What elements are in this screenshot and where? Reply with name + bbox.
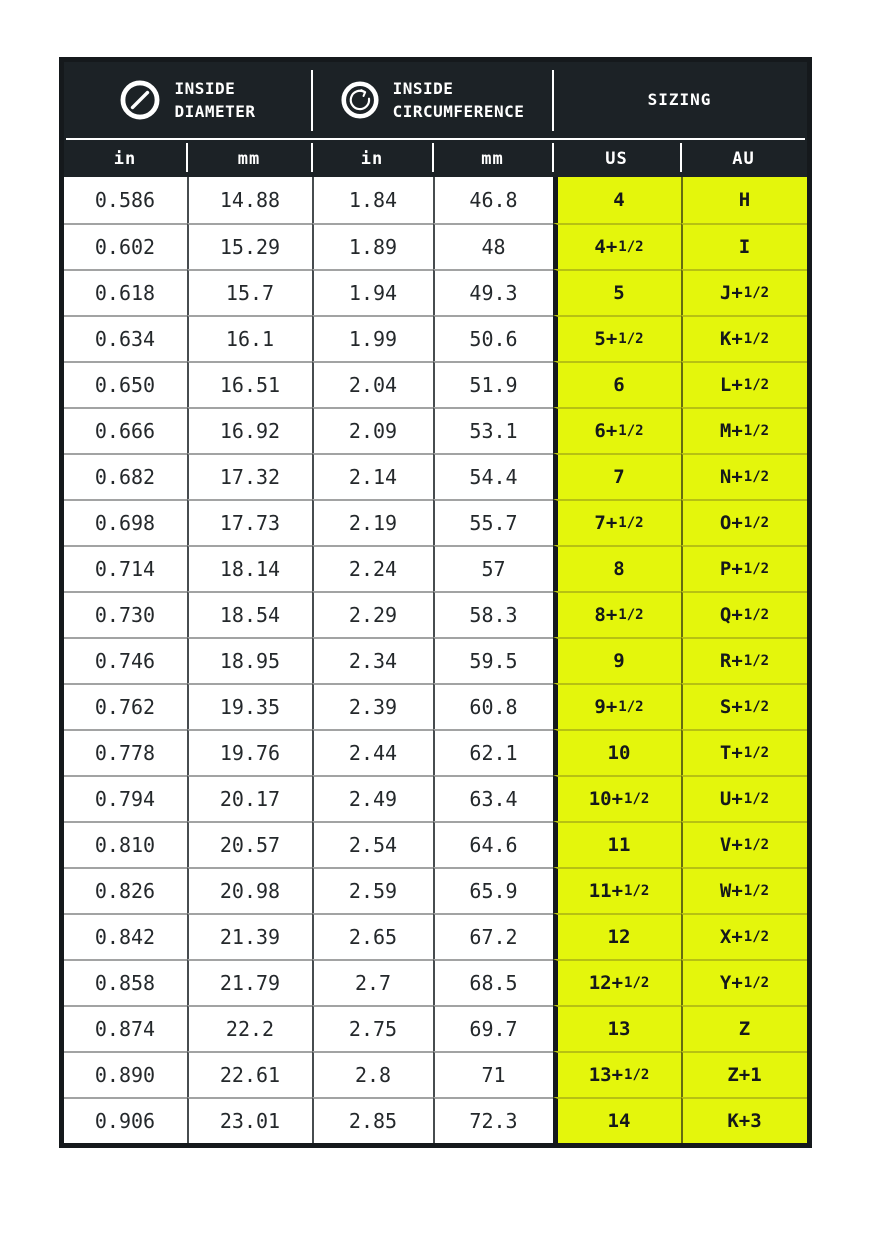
header-group-inside-diameter (64, 62, 312, 138)
cell-circumference-in: 2.54 (312, 821, 433, 867)
cell-diameter-mm: 22.61 (187, 1051, 312, 1097)
cell-diameter-mm: 18.54 (187, 591, 312, 637)
cell-circumference-in: 1.89 (312, 223, 433, 269)
cell-circumference-in: 2.59 (312, 867, 433, 913)
cell-circumference-in: 2.8 (312, 1051, 433, 1097)
cell-diameter-mm: 18.95 (187, 637, 312, 683)
table-row (64, 223, 807, 269)
cell-circumference-mm: 53.1 (433, 407, 553, 453)
table-row (64, 913, 807, 959)
cell-circumference-in: 2.24 (312, 545, 433, 591)
cell-diameter-in: 0.762 (64, 683, 187, 729)
cell-diameter-in: 0.778 (64, 729, 187, 775)
cell-diameter-mm: 14.88 (187, 177, 312, 223)
cell-circumference-mm: 67.2 (433, 913, 553, 959)
table-row (64, 361, 807, 407)
cell-circumference-in: 2.85 (312, 1097, 433, 1143)
table-row (64, 729, 807, 775)
cell-circumference-in: 1.99 (312, 315, 433, 361)
header-divider-line (66, 138, 805, 140)
cell-size-us: 6+ 1/2 (553, 407, 681, 453)
cell-size-us: 11+ 1/2 (553, 867, 681, 913)
cell-size-us: 13+ 1/2 (553, 1051, 681, 1097)
cell-size-us: 14 (553, 1097, 681, 1143)
cell-diameter-in: 0.730 (64, 591, 187, 637)
cell-circumference-mm: 50.6 (433, 315, 553, 361)
cell-size-au: N+ 1/2 (681, 453, 807, 499)
cell-circumference-mm: 72.3 (433, 1097, 553, 1143)
header-line: SIZING (647, 90, 712, 110)
cell-size-au: R+ 1/2 (681, 637, 807, 683)
cell-diameter-in: 0.874 (64, 1005, 187, 1051)
cell-size-us: 5+ 1/2 (553, 315, 681, 361)
cell-size-us: 9+ 1/2 (553, 683, 681, 729)
table-body (64, 177, 807, 1143)
table-row (64, 407, 807, 453)
cell-diameter-in: 0.810 (64, 821, 187, 867)
table-row (64, 545, 807, 591)
column-header-circumference-mm: mm (433, 140, 553, 177)
cell-diameter-in: 0.906 (64, 1097, 187, 1143)
cell-circumference-in: 2.29 (312, 591, 433, 637)
header-line: CIRCUMFERENCE (392, 102, 525, 121)
cell-circumference-in: 2.14 (312, 453, 433, 499)
cell-size-us: 8 (553, 545, 681, 591)
header-group-label (393, 77, 525, 123)
cell-diameter-in: 0.746 (64, 637, 187, 683)
table-row (64, 959, 807, 1005)
cell-circumference-mm: 54.4 (433, 453, 553, 499)
table-row (64, 269, 807, 315)
cell-size-au: X+ 1/2 (681, 913, 807, 959)
cell-diameter-in: 0.826 (64, 867, 187, 913)
header-line: DIAMETER (174, 102, 256, 121)
header-line: INSIDE (392, 78, 454, 98)
cell-diameter-mm: 19.35 (187, 683, 312, 729)
cell-diameter-mm: 21.39 (187, 913, 312, 959)
cell-diameter-mm: 21.79 (187, 959, 312, 1005)
table-row (64, 315, 807, 361)
table-row (64, 1005, 807, 1051)
cell-diameter-in: 0.586 (64, 177, 187, 223)
cell-circumference-mm: 51.9 (433, 361, 553, 407)
cell-diameter-mm: 15.29 (187, 223, 312, 269)
cell-size-au: I (681, 223, 807, 269)
cell-diameter-mm: 20.17 (187, 775, 312, 821)
cell-circumference-mm: 69.7 (433, 1005, 553, 1051)
cell-size-au: T+ 1/2 (681, 729, 807, 775)
cell-circumference-in: 2.65 (312, 913, 433, 959)
cell-diameter-mm: 16.92 (187, 407, 312, 453)
cell-circumference-in: 1.94 (312, 269, 433, 315)
cell-circumference-mm: 64.6 (433, 821, 553, 867)
cell-size-us: 12+ 1/2 (553, 959, 681, 1005)
cell-size-au: P+ 1/2 (681, 545, 807, 591)
cell-circumference-mm: 55.7 (433, 499, 553, 545)
cell-size-au: K+ 1/2 (681, 315, 807, 361)
cell-circumference-in: 2.44 (312, 729, 433, 775)
cell-circumference-in: 2.09 (312, 407, 433, 453)
cell-size-au: Z (681, 1005, 807, 1051)
cell-size-us: 10 (553, 729, 681, 775)
cell-diameter-mm: 16.51 (187, 361, 312, 407)
cell-diameter-mm: 18.14 (187, 545, 312, 591)
table-row (64, 683, 807, 729)
cell-size-au: L+ 1/2 (681, 361, 807, 407)
cell-circumference-mm: 71 (433, 1051, 553, 1097)
cell-size-us: 4+ 1/2 (553, 223, 681, 269)
header-divider-wrap (64, 138, 807, 140)
cell-diameter-in: 0.890 (64, 1051, 187, 1097)
table-row (64, 867, 807, 913)
cell-circumference-mm: 57 (433, 545, 553, 591)
cell-diameter-in: 0.842 (64, 913, 187, 959)
cell-diameter-in: 0.794 (64, 775, 187, 821)
cell-diameter-mm: 19.76 (187, 729, 312, 775)
cell-size-us: 12 (553, 913, 681, 959)
cell-size-au: Y+ 1/2 (681, 959, 807, 1005)
column-header-au: AU (681, 140, 807, 177)
cell-size-us: 11 (553, 821, 681, 867)
cell-diameter-in: 0.618 (64, 269, 187, 315)
cell-diameter-mm: 22.2 (187, 1005, 312, 1051)
cell-circumference-in: 2.04 (312, 361, 433, 407)
cell-diameter-mm: 16.1 (187, 315, 312, 361)
cell-diameter-mm: 17.32 (187, 453, 312, 499)
cell-size-au: J+ 1/2 (681, 269, 807, 315)
cell-size-us: 6 (553, 361, 681, 407)
cell-circumference-in: 2.7 (312, 959, 433, 1005)
cell-size-us: 7 (553, 453, 681, 499)
cell-circumference-mm: 59.5 (433, 637, 553, 683)
header-group-inside-circumference (312, 62, 553, 138)
cell-circumference-mm: 60.8 (433, 683, 553, 729)
cell-size-us: 8+ 1/2 (553, 591, 681, 637)
cell-circumference-in: 2.39 (312, 683, 433, 729)
cell-size-au: H (681, 177, 807, 223)
cell-diameter-in: 0.714 (64, 545, 187, 591)
header-group-sizing (553, 62, 807, 138)
cell-size-us: 9 (553, 637, 681, 683)
cell-size-au: W+ 1/2 (681, 867, 807, 913)
cell-diameter-in: 0.682 (64, 453, 187, 499)
cell-diameter-in: 0.602 (64, 223, 187, 269)
table-row (64, 637, 807, 683)
cell-diameter-mm: 23.01 (187, 1097, 312, 1143)
cell-diameter-mm: 17.73 (187, 499, 312, 545)
cell-size-au: M+ 1/2 (681, 407, 807, 453)
column-header-diameter-in: in (113, 148, 137, 169)
cell-size-au: Q+ 1/2 (681, 591, 807, 637)
cell-circumference-mm: 58.3 (433, 591, 553, 637)
column-header-us: US (553, 140, 681, 177)
cell-size-us: 13 (553, 1005, 681, 1051)
header-group-label (174, 77, 255, 123)
cell-circumference-mm: 48 (433, 223, 553, 269)
cell-size-us: 4 (553, 177, 681, 223)
cell-circumference-mm: 65.9 (433, 867, 553, 913)
circumference-icon (340, 80, 380, 120)
cell-diameter-mm: 20.57 (187, 821, 312, 867)
table-row (64, 1051, 807, 1097)
table-row (64, 499, 807, 545)
cell-circumference-mm: 63.4 (433, 775, 553, 821)
cell-size-au: Z+1 (681, 1051, 807, 1097)
cell-diameter-mm: 20.98 (187, 867, 312, 913)
cell-diameter-mm: 15.7 (187, 269, 312, 315)
cell-size-au: V+ 1/2 (681, 821, 807, 867)
table-row (64, 775, 807, 821)
table-column-headers (64, 140, 807, 177)
cell-circumference-in: 2.75 (312, 1005, 433, 1051)
cell-circumference-mm: 62.1 (433, 729, 553, 775)
cell-size-us: 5 (553, 269, 681, 315)
cell-circumference-in: 1.84 (312, 177, 433, 223)
cell-diameter-in: 0.650 (64, 361, 187, 407)
cell-circumference-in: 2.34 (312, 637, 433, 683)
cell-size-au: U+ 1/2 (681, 775, 807, 821)
cell-size-au: S+ 1/2 (681, 683, 807, 729)
cell-circumference-in: 2.19 (312, 499, 433, 545)
cell-size-au: O+ 1/2 (681, 499, 807, 545)
table-header-groups (64, 62, 807, 138)
cell-circumference-mm: 68.5 (433, 959, 553, 1005)
cell-diameter-in: 0.634 (64, 315, 187, 361)
diameter-icon (119, 79, 161, 121)
table-row (64, 591, 807, 637)
table-row (64, 821, 807, 867)
header-line: INSIDE (174, 78, 236, 98)
table-row (64, 453, 807, 499)
table-row (64, 177, 807, 223)
cell-diameter-in: 0.858 (64, 959, 187, 1005)
cell-diameter-in: 0.666 (64, 407, 187, 453)
header-group-label (648, 88, 712, 111)
cell-circumference-in: 2.49 (312, 775, 433, 821)
ring-size-chart (59, 57, 812, 1148)
column-header-circumference-in: in (312, 140, 433, 177)
cell-size-us: 10+ 1/2 (553, 775, 681, 821)
table-row (64, 1097, 807, 1143)
cell-size-au: K+3 (681, 1097, 807, 1143)
cell-circumference-mm: 49.3 (433, 269, 553, 315)
cell-size-us: 7+ 1/2 (553, 499, 681, 545)
cell-diameter-in: 0.698 (64, 499, 187, 545)
column-header-diameter-mm: mm (187, 140, 312, 177)
cell-circumference-mm: 46.8 (433, 177, 553, 223)
